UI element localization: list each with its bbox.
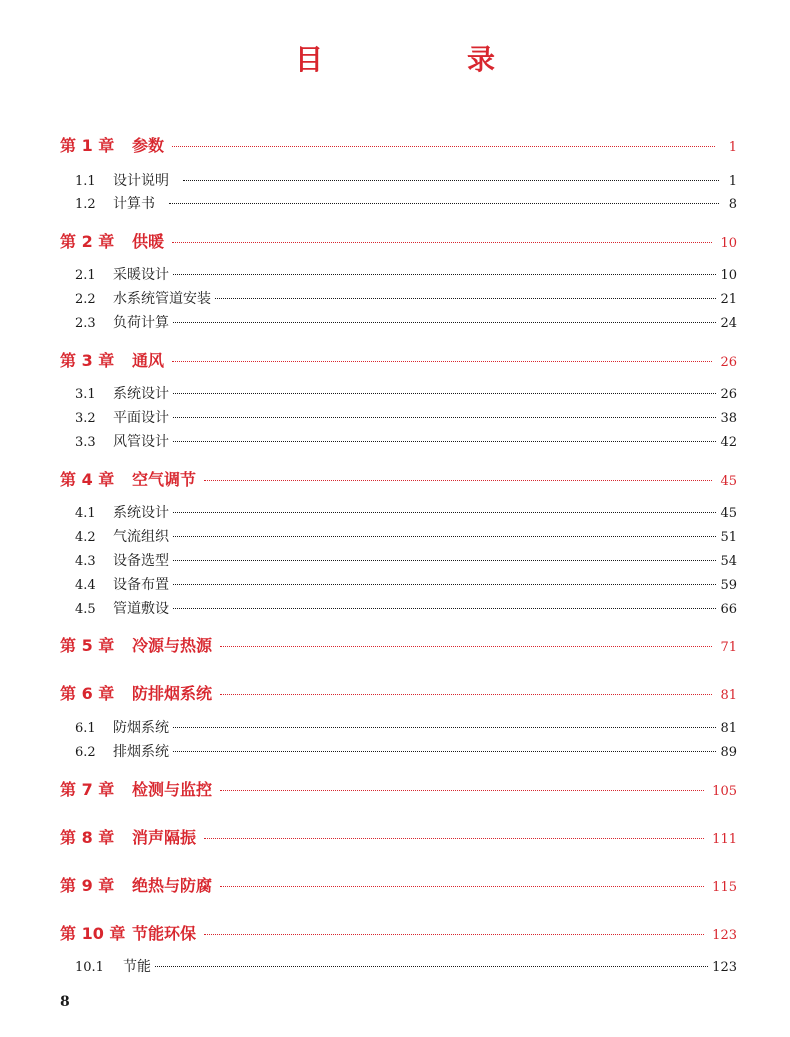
section-title: 设备选型: [113, 553, 169, 569]
toc-section-10-1[interactable]: [75, 956, 737, 976]
section-number: 1.2: [75, 197, 96, 212]
chapter-title: 供暖: [132, 232, 165, 251]
section-page: 8: [728, 197, 737, 212]
page-number: 8: [60, 994, 70, 1010]
section-number: 2.1: [75, 268, 96, 283]
section-number: 2.3: [75, 316, 96, 331]
section-number: 4.2: [75, 530, 96, 545]
section-page: 24: [720, 316, 737, 331]
section-page: 45: [720, 506, 737, 521]
section-number: 3.3: [75, 435, 96, 450]
dot-leader: [172, 146, 715, 147]
section-page: 38: [720, 411, 737, 426]
dot-leader: [173, 393, 716, 394]
dot-leader: [173, 274, 716, 275]
chapter-title: 节能环保: [132, 924, 197, 943]
chapter-number: 第 2 章: [60, 232, 115, 251]
chapter-page: 115: [712, 880, 737, 895]
section-title: 气流组织: [113, 529, 169, 545]
dot-leader: [173, 322, 716, 323]
toc-chapter-5[interactable]: [60, 633, 737, 656]
dot-leader: [172, 242, 712, 243]
toc-section-4-5[interactable]: [75, 598, 737, 618]
toc-section-6-1[interactable]: [75, 717, 737, 737]
section-page: 51: [720, 530, 737, 545]
dot-leader: [173, 584, 716, 585]
section-title: 系统设计: [113, 505, 169, 521]
toc-section-2-2[interactable]: [75, 288, 737, 308]
dot-leader: [215, 298, 716, 299]
chapter-page: 111: [712, 832, 737, 847]
chapter-number: 第 1 章: [60, 136, 115, 155]
dot-leader: [173, 512, 716, 513]
toc-section-2-3[interactable]: [75, 312, 737, 332]
section-title: 水系统管道安装: [113, 291, 211, 307]
chapter-page: 81: [720, 688, 737, 703]
section-page: 123: [712, 960, 737, 975]
toc-section-3-2[interactable]: [75, 407, 737, 427]
toc-section-1-2[interactable]: [75, 193, 737, 213]
toc-chapter-2[interactable]: [60, 229, 737, 252]
toc-chapter-3[interactable]: [60, 348, 737, 371]
chapter-title: 消声隔振: [132, 828, 197, 847]
section-page: 42: [720, 435, 737, 450]
toc-section-6-2[interactable]: [75, 741, 737, 761]
section-number: 6.2: [75, 745, 96, 760]
section-page: 21: [720, 292, 737, 307]
section-page: 26: [720, 387, 737, 402]
dot-leader: [220, 694, 712, 695]
chapter-page: 45: [720, 474, 737, 489]
chapter-title: 检测与监控: [132, 780, 213, 799]
toc-chapter-9[interactable]: [60, 873, 737, 896]
section-title: 平面设计: [113, 410, 169, 426]
section-title: 设计说明: [113, 173, 169, 189]
section-title: 采暖设计: [113, 267, 169, 283]
dot-leader: [173, 727, 716, 728]
chapter-page: 71: [720, 640, 737, 655]
dot-leader: [173, 751, 716, 752]
section-number: 4.1: [75, 506, 96, 521]
dot-leader: [220, 886, 704, 887]
section-number: 4.5: [75, 602, 96, 617]
toc-section-2-1[interactable]: [75, 264, 737, 284]
dot-leader: [204, 838, 704, 839]
chapter-number: 第 4 章: [60, 470, 115, 489]
toc-section-4-3[interactable]: [75, 550, 737, 570]
chapter-number: 第 7 章: [60, 780, 115, 799]
toc-chapter-7[interactable]: [60, 777, 737, 800]
chapter-number: 第 6 章: [60, 684, 115, 703]
section-number: 4.3: [75, 554, 96, 569]
dot-leader: [169, 203, 719, 204]
chapter-page: 105: [712, 784, 737, 799]
toc-section-4-1[interactable]: [75, 502, 737, 522]
section-page: 54: [720, 554, 737, 569]
section-title: 防烟系统: [113, 720, 169, 736]
section-title: 计算书: [113, 196, 155, 212]
section-title: 负荷计算: [113, 315, 169, 331]
chapter-title: 冷源与热源: [132, 636, 213, 655]
section-page: 1: [728, 174, 737, 189]
section-title: 节能: [123, 959, 151, 975]
section-title: 风管设计: [113, 434, 169, 450]
dot-leader: [155, 966, 708, 967]
toc-chapter-6[interactable]: [60, 681, 737, 704]
section-page: 10: [720, 268, 737, 283]
chapter-page: 123: [712, 928, 737, 943]
chapter-title: 参数: [132, 136, 165, 155]
section-page: 66: [720, 602, 737, 617]
dot-leader: [204, 480, 712, 481]
section-page: 81: [720, 721, 737, 736]
section-number: 2.2: [75, 292, 96, 307]
toc-chapter-8[interactable]: [60, 825, 737, 848]
dot-leader: [183, 180, 719, 181]
section-title: 排烟系统: [113, 744, 169, 760]
chapter-number: 第 9 章: [60, 876, 115, 895]
section-number: 10.1: [75, 960, 104, 975]
toc-section-3-3[interactable]: [75, 431, 737, 451]
toc-chapter-4[interactable]: [60, 467, 737, 490]
section-number: 3.1: [75, 387, 96, 402]
dot-leader: [173, 536, 716, 537]
chapter-title: 空气调节: [132, 470, 197, 489]
dot-leader: [173, 417, 716, 418]
toc-section-1-1[interactable]: [75, 170, 737, 190]
dot-leader: [173, 560, 716, 561]
dot-leader: [204, 934, 704, 935]
dot-leader: [173, 608, 716, 609]
section-title: 设备布置: [113, 577, 169, 593]
chapter-number: 第 10 章: [60, 924, 126, 943]
section-number: 6.1: [75, 721, 96, 736]
toc-chapter-10[interactable]: [60, 921, 737, 944]
section-page: 59: [720, 578, 737, 593]
chapter-number: 第 3 章: [60, 351, 115, 370]
chapter-number: 第 5 章: [60, 636, 115, 655]
chapter-title: 防排烟系统: [132, 684, 213, 703]
toc-section-3-1[interactable]: [75, 383, 737, 403]
chapter-title: 通风: [132, 351, 165, 370]
section-title: 系统设计: [113, 386, 169, 402]
dot-leader: [173, 441, 716, 442]
section-page: 89: [720, 745, 737, 760]
toc-chapter-1[interactable]: [60, 133, 737, 156]
dot-leader: [172, 361, 712, 362]
chapter-number: 第 8 章: [60, 828, 115, 847]
chapter-page: 10: [720, 236, 737, 251]
chapter-page: 1: [728, 140, 737, 155]
toc-section-4-2[interactable]: [75, 526, 737, 546]
section-title: 管道敷设: [113, 601, 169, 617]
section-number: 4.4: [75, 578, 96, 593]
dot-leader: [220, 646, 712, 647]
chapter-page: 26: [720, 355, 737, 370]
section-number: 3.2: [75, 411, 96, 426]
chapter-title: 绝热与防腐: [132, 876, 213, 895]
dot-leader: [220, 790, 704, 791]
page-title: 目 录: [294, 43, 553, 76]
section-number: 1.1: [75, 174, 96, 189]
toc-section-4-4[interactable]: [75, 574, 737, 594]
